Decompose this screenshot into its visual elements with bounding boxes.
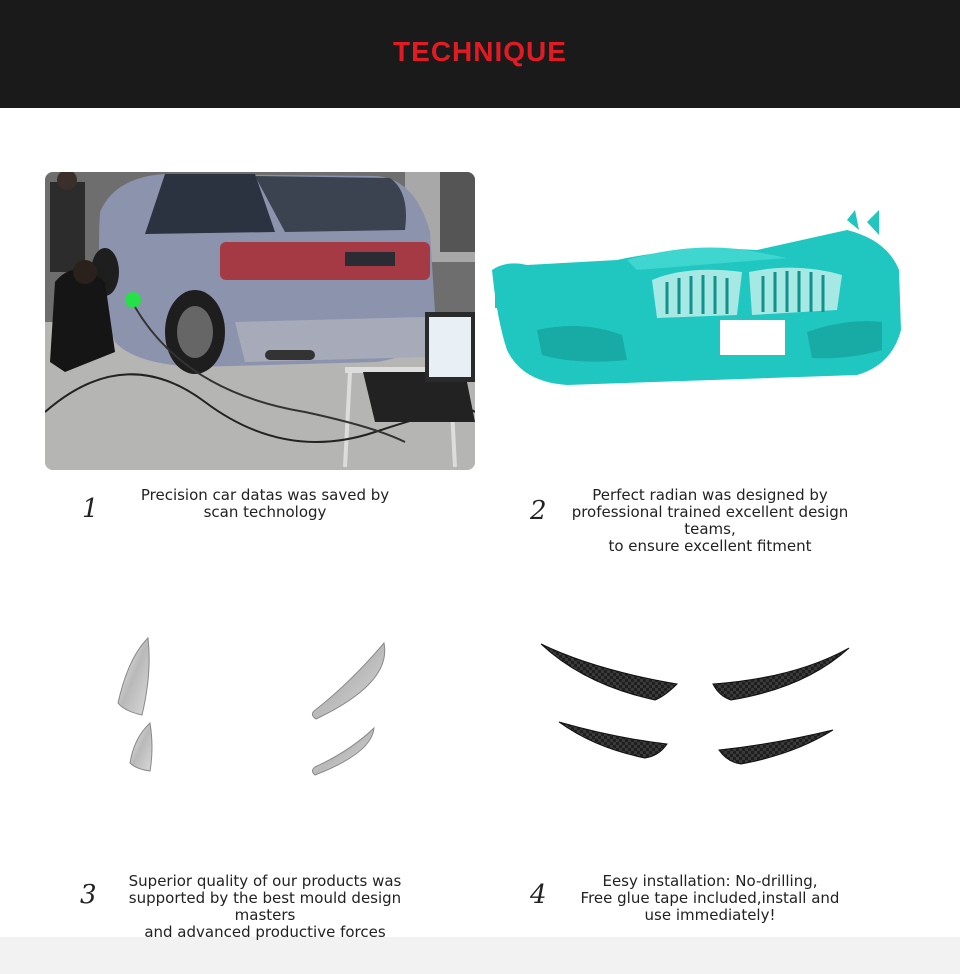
step-2-number: 2 xyxy=(530,496,547,526)
step-1-line-1: Precision car datas was saved by xyxy=(140,486,390,504)
step-3-line-1: Superior quality of our products was xyxy=(128,872,402,890)
step-3-line-2: supported by the best mould design masters xyxy=(128,889,402,924)
technique-section xyxy=(0,108,960,941)
step-4-caption xyxy=(560,873,860,924)
step-2-caption xyxy=(548,487,872,555)
step-2-line-2: professional trained excellent design teams, xyxy=(571,503,849,538)
bumper-3d-render xyxy=(487,210,907,400)
step-2-line-1: Perfect radian was designed by xyxy=(592,486,828,504)
step-1-line-2: scan technology xyxy=(203,503,327,521)
step-1-number: 1 xyxy=(82,494,99,524)
step-3-caption xyxy=(102,873,428,941)
scan-photo xyxy=(45,172,475,470)
page-title: TECHNIQUE xyxy=(393,36,567,67)
header-banner xyxy=(0,0,960,108)
mould-parts-image xyxy=(110,633,400,783)
step-4-line-1: Eesy installation: No-drilling, xyxy=(602,872,818,890)
step-3-number: 3 xyxy=(80,880,97,910)
step-2-line-3: to ensure excellent fitment xyxy=(608,537,812,555)
step-4-line-3: use immediately! xyxy=(644,906,776,924)
step-3-line-3: and advanced productive forces xyxy=(144,923,386,941)
step-4-number: 4 xyxy=(530,880,547,910)
step-4-line-2: Free glue tape included,install and xyxy=(580,889,840,907)
step-1-caption xyxy=(110,487,420,521)
carbon-canards-image xyxy=(535,640,855,770)
